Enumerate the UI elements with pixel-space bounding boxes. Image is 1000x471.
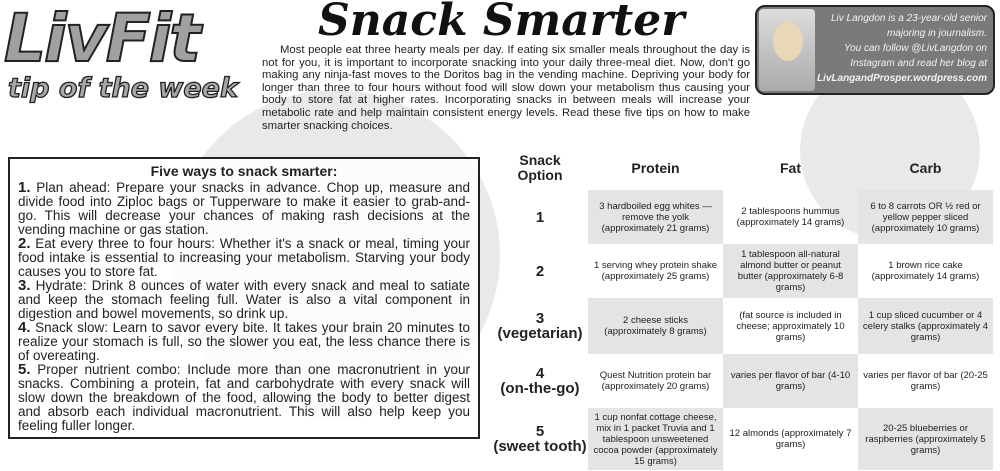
tips-box <box>8 157 480 439</box>
protein-cell: 3 hardboiled egg whites — remove the yolk (approximately 21 grams) <box>588 190 723 244</box>
header-protein: Protein <box>631 160 680 176</box>
fat-cell: varies per flavor of bar (4-10 grams) <box>723 354 858 408</box>
protein-cell: 2 cheese sticks (approximately 8 grams) <box>588 298 723 354</box>
table-row <box>492 190 993 244</box>
protein-cell: 1 cup nonfat cottage cheese, mix in 1 packet Truvia and 1 tablespoon unsweetened cocoa powder (approximately 15 grams) <box>588 408 723 470</box>
tip-item <box>18 279 470 321</box>
tip-text: Hydrate: Drink 8 ounces of water with every snack and meal to satiate and keep the stomach feeling full. Water is also a vital component in digestion and bowel movements, so drink up. <box>18 278 470 321</box>
header-fat: Fat <box>780 160 801 176</box>
table-header <box>492 146 993 190</box>
tip-number: 5. <box>18 361 31 378</box>
logo-main: LivFit <box>4 0 199 77</box>
carb-cell: varies per flavor of bar (20-25 grams) <box>863 370 988 392</box>
tip-text: Eat every three to four hours: Whether it's a snack or meal, timing your food intake is essential to increasing your metabolism. Starving your body causes you to store fat. <box>18 236 470 279</box>
header-carb: Carb <box>909 160 942 176</box>
intro-paragraph: Most people eat three hearty meals per day. If eating six smaller meals throughout the day is not for you, it is important to incorporate snacking into your daily three-meal diet. Now, don't go making any ninja-fast moves to the Doritos bag in the vending machine. Depriving your body for longer than three to four hours without food will slow down your metabolism thus causing your body to store fat at higher rates. Incorporating snacks in between meals will increase your metabolic rate and help maintain consistent energy levels. Read these five tips on how to make smarter snacking choices. <box>262 44 750 132</box>
fat-cell: (fat source is included in cheese; approximately 10 grams) <box>736 309 845 343</box>
snack-option <box>492 354 588 408</box>
protein-cell: 1 serving whey protein shake (approximately 25 grams) <box>593 260 718 282</box>
bio-line: You can follow @LivLangdon on <box>843 43 987 54</box>
option-number: 3 <box>535 310 545 327</box>
tip-number: 4. <box>18 319 31 336</box>
livfit-logo <box>4 0 254 104</box>
tip-number: 1. <box>18 179 31 196</box>
snack-option <box>492 190 588 244</box>
tips-heading: Five ways to snack smarter: <box>150 163 338 179</box>
tip-text: Snack slow: Learn to savor every bite. It takes your brain 20 minutes to realize your stomach is full, so the slower you eat, the less chance there is of overeating. <box>18 320 470 363</box>
bio-line: majoring in journalism. <box>886 28 987 39</box>
option-label: (sweet tooth) <box>493 438 587 455</box>
snack-option <box>492 244 588 298</box>
table-row <box>492 354 993 408</box>
snack-option <box>492 298 588 354</box>
fat-cell: 12 almonds (approximately 7 grams) <box>729 428 852 450</box>
option-number: 2 <box>535 262 545 280</box>
tip-number: 2. <box>18 235 31 252</box>
option-number: 5 <box>535 423 545 440</box>
bio-line: Liv Langdon is a 23-year-old senior <box>830 13 987 24</box>
header-snack-option: Snack Option <box>517 152 563 183</box>
snack-table <box>492 146 993 470</box>
tip-text: Proper nutrient combo: Include more than one macronutrient in your snacks. Combining a protein, fat and carbohydrate with every snack will slow down the breakdown of the food, allowing the body to better digest and absorb each individual macronutrient. This will also help keep you feeling fuller longer. <box>18 362 470 433</box>
author-bio-box <box>755 5 995 95</box>
bio-blog-link: LivLangandProsper.wordpress.com <box>816 73 987 84</box>
carb-cell: 1 brown rice cake (approximately 14 grams) <box>871 260 980 282</box>
carb-cell: 6 to 8 carrots OR ½ red or yellow pepper sliced (approximately 10 grams) <box>858 190 993 244</box>
snack-option <box>492 408 588 470</box>
protein-cell: Quest Nutrition protein bar (approximately 20 grams) <box>599 370 712 392</box>
table-row <box>492 408 993 470</box>
logo-subtitle: tip of the week <box>8 73 238 104</box>
table-row <box>492 244 993 298</box>
option-number: 1 <box>535 208 545 226</box>
article-title: Snack Smarter <box>318 0 685 46</box>
option-label: (on-the-go) <box>500 380 580 397</box>
author-photo <box>759 9 815 91</box>
option-number: 4 <box>535 365 545 382</box>
carb-cell: 1 cup sliced cucumber or 4 celery stalks (approximately 4 grams) <box>858 298 993 354</box>
bio-line: Instagram and read her blog at <box>850 58 987 69</box>
table-row <box>492 298 993 354</box>
tip-number: 3. <box>18 277 31 294</box>
tip-item <box>18 363 470 433</box>
tip-item <box>18 321 470 363</box>
carb-cell: 20-25 blueberries or raspberries (approximately 5 grams) <box>858 408 993 470</box>
fat-cell: 2 tablespoons hummus (approximately 14 grams) <box>736 206 845 228</box>
tip-item <box>18 181 470 237</box>
tip-text: Plan ahead: Prepare your snacks in advance. Chop up, measure and divide food into Ziploc bags or Tupperware to make it easier to grab-and-go. This will decrease your chances of making rash decisions at the vending machine or gas station. <box>18 180 470 237</box>
tip-item <box>18 237 470 279</box>
option-label: (vegetarian) <box>497 325 583 342</box>
fat-cell: 1 tablespoon all-natural almond butter or peanut butter (approximately 6-8 grams) <box>723 244 858 298</box>
